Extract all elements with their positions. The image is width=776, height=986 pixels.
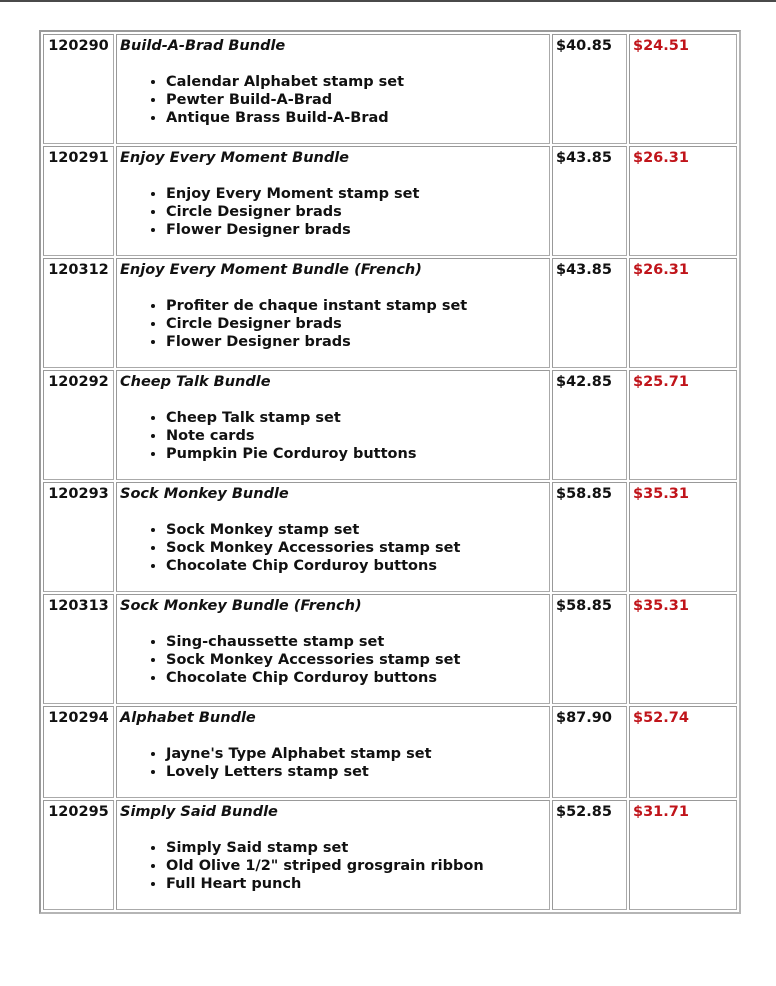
list-item: • Old Olive 1/2" striped grosgrain ribbon — [166, 857, 546, 875]
bundle-description — [116, 594, 550, 704]
item-code: 120293 — [43, 482, 114, 592]
list-item: • Flower Designer brads — [166, 333, 546, 351]
list-item: • Jayne's Type Alphabet stamp set — [166, 745, 546, 763]
item-code: 120290 — [43, 34, 114, 144]
sale-price: $26.31 — [629, 146, 737, 256]
bundle-description — [116, 482, 550, 592]
table-row — [43, 706, 737, 798]
list-item: • Chocolate Chip Corduroy buttons — [166, 557, 546, 575]
bundle-name: Build-A-Brad Bundle — [120, 38, 286, 54]
bundle-description — [116, 370, 550, 480]
item-code: 120313 — [43, 594, 114, 704]
sale-price: $25.71 — [629, 370, 737, 480]
regular-price: $43.85 — [552, 146, 627, 256]
bundle-table-body — [43, 34, 737, 910]
table-row — [43, 34, 737, 144]
regular-price: $58.85 — [552, 594, 627, 704]
list-item: • Lovely Letters stamp set — [166, 763, 546, 781]
bundle-contents-list — [120, 409, 546, 463]
table-row — [43, 370, 737, 480]
item-code: 120295 — [43, 800, 114, 910]
bundle-description — [116, 800, 550, 910]
bundle-contents-list — [120, 745, 546, 781]
list-item: • Sock Monkey Accessories stamp set — [166, 539, 546, 557]
bundle-name: Sock Monkey Bundle (French) — [120, 598, 362, 614]
list-item: • Profiter de chaque instant stamp set — [166, 297, 546, 315]
item-code: 120291 — [43, 146, 114, 256]
bundle-description — [116, 146, 550, 256]
bundle-contents-list — [120, 633, 546, 687]
list-item: • Circle Designer brads — [166, 315, 546, 333]
sale-price: $24.51 — [629, 34, 737, 144]
list-item: • Pewter Build-A-Brad — [166, 91, 546, 109]
table-row — [43, 146, 737, 256]
sale-price: $35.31 — [629, 482, 737, 592]
bundle-name: Enjoy Every Moment Bundle — [120, 150, 350, 166]
list-item: • Sock Monkey stamp set — [166, 521, 546, 539]
list-item: • Pumpkin Pie Corduroy buttons — [166, 445, 546, 463]
list-item: • Sing-chaussette stamp set — [166, 633, 546, 651]
regular-price: $42.85 — [552, 370, 627, 480]
bundle-name: Cheep Talk Bundle — [120, 374, 271, 390]
bundle-name: Alphabet Bundle — [120, 710, 256, 726]
regular-price: $87.90 — [552, 706, 627, 798]
bundle-description — [116, 258, 550, 368]
item-code: 120312 — [43, 258, 114, 368]
bundle-name: Sock Monkey Bundle — [120, 486, 289, 502]
sale-price: $26.31 — [629, 258, 737, 368]
list-item: • Antique Brass Build-A-Brad — [166, 109, 546, 127]
list-item: • Chocolate Chip Corduroy buttons — [166, 669, 546, 687]
regular-price: $58.85 — [552, 482, 627, 592]
list-item: • Calendar Alphabet stamp set — [166, 73, 546, 91]
sale-price: $52.74 — [629, 706, 737, 798]
bundle-contents-list — [120, 521, 546, 575]
list-item: • Note cards — [166, 427, 546, 445]
item-code: 120292 — [43, 370, 114, 480]
bundle-description — [116, 34, 550, 144]
list-item: • Full Heart punch — [166, 875, 546, 893]
table-row — [43, 594, 737, 704]
regular-price: $43.85 — [552, 258, 627, 368]
top-divider-line — [0, 0, 776, 2]
bundle-name: Enjoy Every Moment Bundle (French) — [120, 262, 422, 278]
bundle-name: Simply Said Bundle — [120, 804, 278, 820]
sale-price: $31.71 — [629, 800, 737, 910]
bundle-contents-list — [120, 73, 546, 127]
list-item: • Cheep Talk stamp set — [166, 409, 546, 427]
table-row — [43, 258, 737, 368]
item-code: 120294 — [43, 706, 114, 798]
table-row — [43, 482, 737, 592]
list-item: • Enjoy Every Moment stamp set — [166, 185, 546, 203]
regular-price: $40.85 — [552, 34, 627, 144]
bundle-contents-list — [120, 297, 546, 351]
list-item: • Sock Monkey Accessories stamp set — [166, 651, 546, 669]
list-item: • Circle Designer brads — [166, 203, 546, 221]
regular-price: $52.85 — [552, 800, 627, 910]
bundle-contents-list — [120, 185, 546, 239]
bundle-description — [116, 706, 550, 798]
bundle-contents-list — [120, 839, 546, 893]
bundle-table — [39, 30, 741, 914]
table-row — [43, 800, 737, 910]
list-item: • Simply Said stamp set — [166, 839, 546, 857]
sale-price: $35.31 — [629, 594, 737, 704]
list-item: • Flower Designer brads — [166, 221, 546, 239]
